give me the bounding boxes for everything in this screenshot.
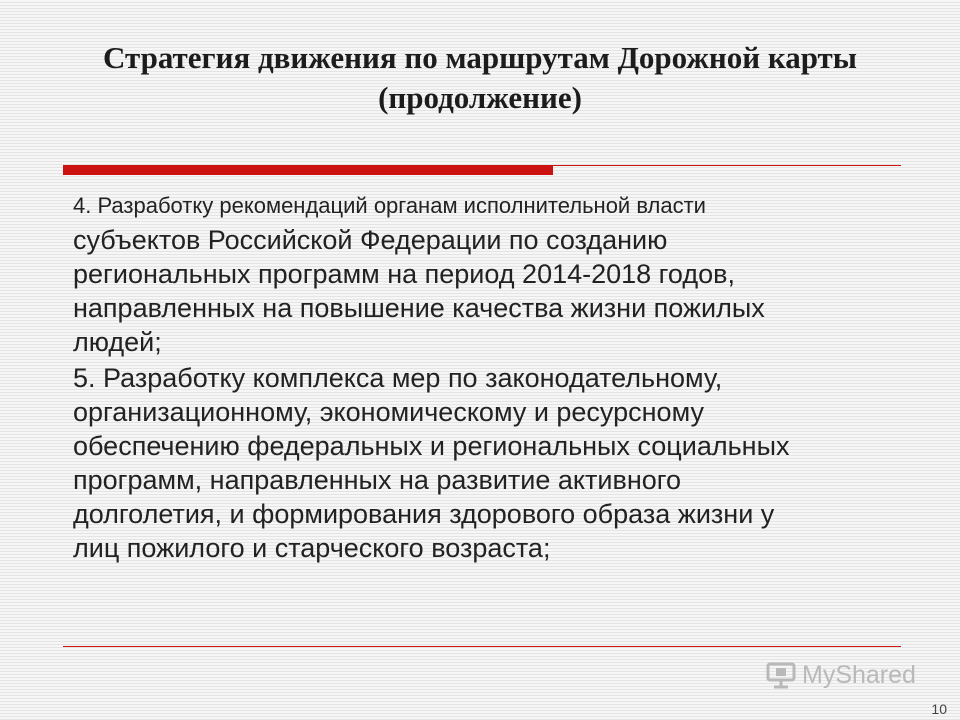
item-4-line-4: направленных на повышение качества жизни пожилых bbox=[73, 293, 765, 323]
slide-body bbox=[73, 189, 933, 565]
item-4-paragraph bbox=[73, 189, 933, 359]
slide-title bbox=[0, 38, 960, 118]
footer-divider bbox=[63, 646, 901, 647]
item-4-line-3: региональных программ на период 2014-2018 годов, bbox=[73, 259, 735, 289]
item-4-line-1: 4. Разработку рекомендаций органам исполнительной власти bbox=[73, 193, 706, 218]
title-divider bbox=[63, 165, 901, 175]
presentation-board-icon bbox=[766, 660, 796, 690]
title-divider-thick bbox=[63, 165, 553, 175]
slide-title-line-2: (продолжение) bbox=[378, 80, 582, 115]
item-5-line-4: программ, направленных на развитие активного bbox=[73, 465, 682, 495]
item-5-paragraph bbox=[73, 361, 933, 565]
watermark-logo bbox=[766, 658, 916, 692]
slide-title-line-1: Стратегия движения по маршрутам Дорожной карты bbox=[103, 40, 857, 75]
watermark-text: MyShared bbox=[802, 660, 916, 689]
item-5-line-2: организационному, экономическому и ресурсному bbox=[73, 397, 704, 427]
item-4-line-2: субъектов Российской Федерации по созданию bbox=[73, 225, 668, 255]
item-5-line-1: 5. Разработку комплекса мер по законодательному, bbox=[73, 363, 723, 393]
item-5-line-3: обеспечению федеральных и региональных социальных bbox=[73, 431, 790, 461]
item-5-line-6: лиц пожилого и старческого возраста; bbox=[73, 533, 551, 563]
item-5-line-5: долголетия, и формирования здорового образа жизни у bbox=[73, 499, 775, 529]
item-4-line-5: людей; bbox=[73, 327, 162, 357]
title-divider-thin bbox=[553, 165, 901, 166]
page-number: 10 bbox=[931, 701, 947, 717]
